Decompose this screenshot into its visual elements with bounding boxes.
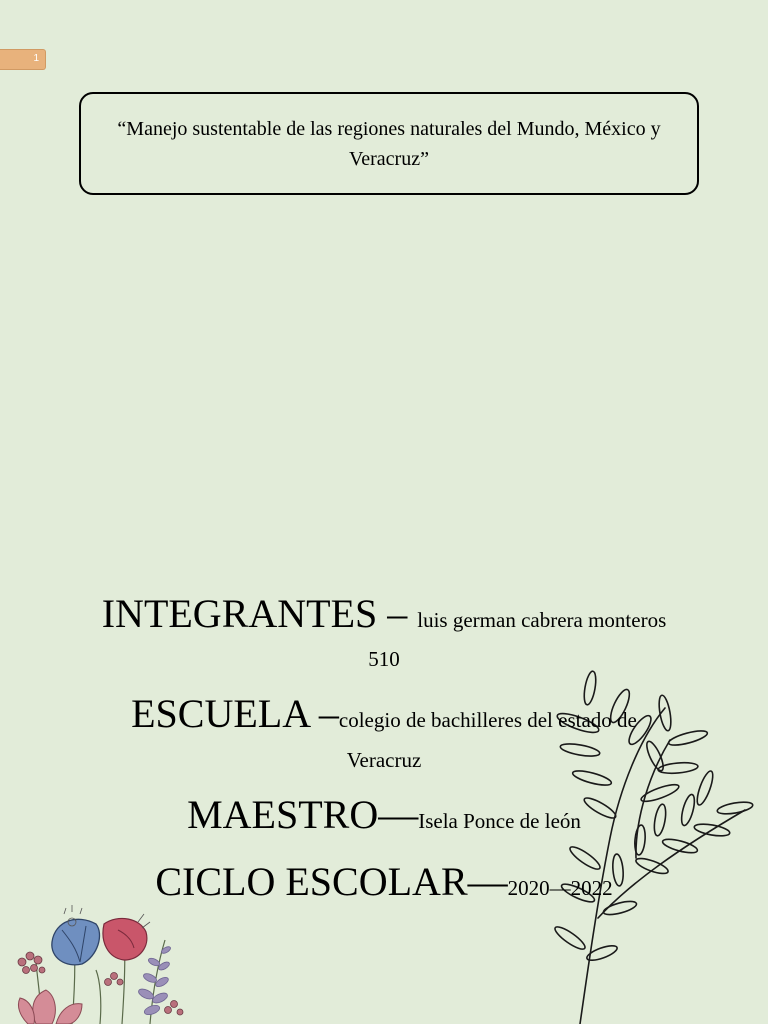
school-year-label: CICLO ESCOLAR—: [155, 859, 508, 904]
school-line: [0, 690, 768, 737]
school-value: colegio de bachilleres del estado de: [338, 708, 637, 732]
teacher-label: MAESTRO—: [187, 792, 419, 837]
page-number: 1: [33, 53, 39, 64]
teacher-line: [0, 791, 768, 838]
wildflowers-icon: [0, 900, 200, 1024]
teacher-value: Isela Ponce de león: [418, 809, 581, 833]
school-year-value: 2020—2022: [507, 876, 613, 900]
school-continuation: Veracruz: [346, 748, 422, 772]
members-value: luis german cabrera monteros: [417, 608, 667, 632]
members-label: INTEGRANTES –: [101, 591, 418, 636]
school-year-line: [0, 858, 768, 905]
members-line: [0, 590, 768, 637]
members-continuation: 510: [368, 647, 400, 671]
page-number-tab: [0, 49, 46, 70]
document-title: “Manejo sustentable de las regiones naturales del Mundo, México y Veracruz”: [117, 117, 661, 170]
school-label: ESCUELA –: [131, 691, 339, 736]
title-box: [79, 92, 699, 195]
